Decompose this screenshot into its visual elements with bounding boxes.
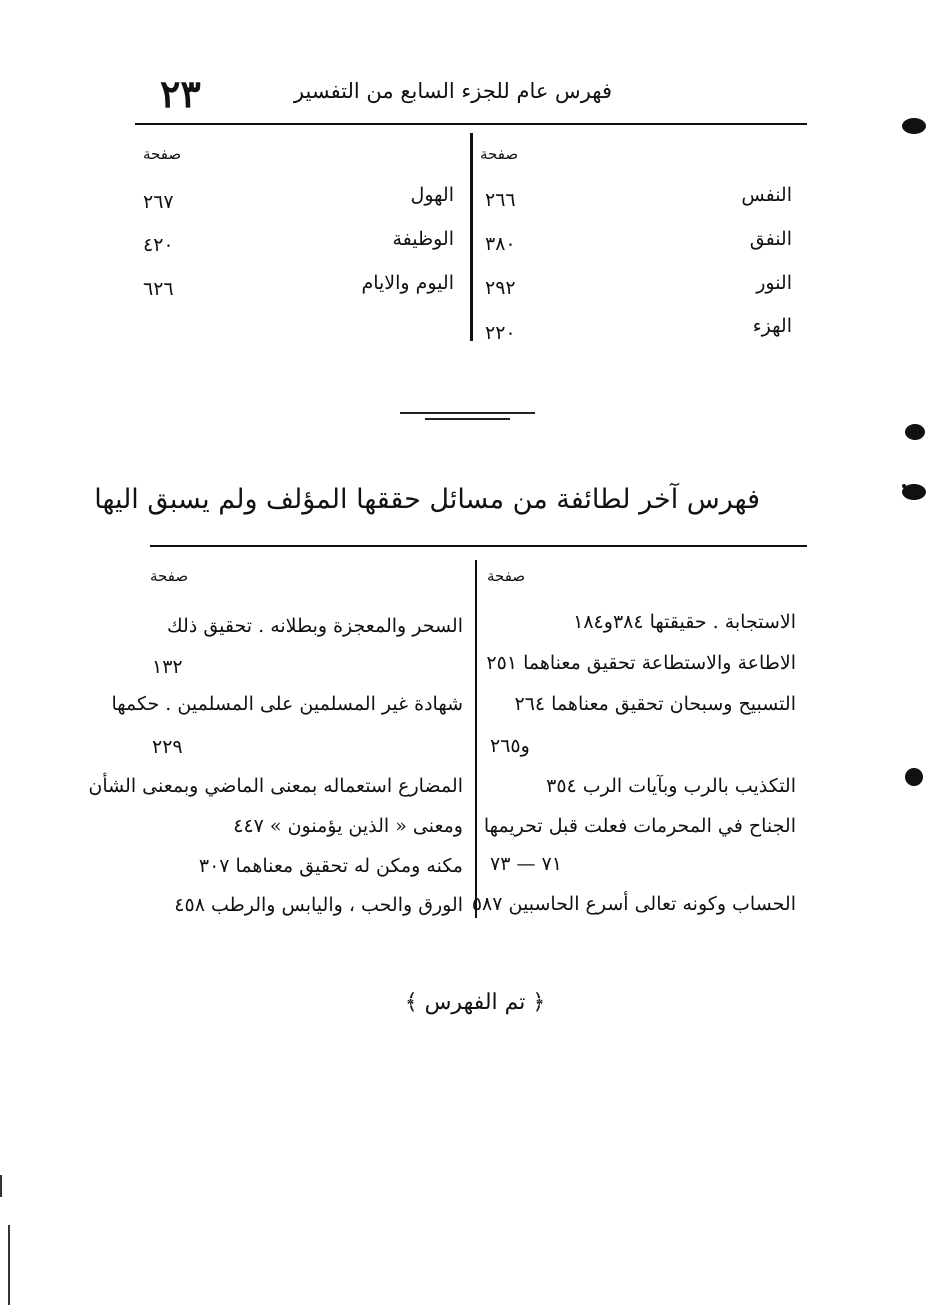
section2-entry: و٢٦٥ — [490, 735, 530, 757]
section2-entry: الاطاعة والاستطاعة تحقيق معناهما ٢٥١ — [486, 652, 796, 674]
section2-entry: مكنه ومكن له تحقيق معناهما ٣٠٧ — [198, 855, 463, 877]
section2-entry: الاستجابة . حقيقتها ٣٨٤و١٨٤ — [573, 611, 796, 633]
index1-term: النفس — [741, 184, 792, 206]
index1-term: الوظيفة — [392, 228, 454, 250]
section2-entry: ومعنى « الذين يؤمنون » ٤٤٧ — [233, 815, 463, 837]
index1-term: النور — [756, 272, 792, 294]
section2-entry: السحر والمعجزة وبطلانه . تحقيق ذلك — [167, 615, 463, 637]
section-title: فهرس آخر لطائفة من مسائل حققها المؤلف ولم يسبق اليها — [94, 484, 760, 515]
section2-divider — [475, 560, 477, 918]
page-number: ٢٣ — [160, 71, 201, 116]
header-title: فهرس عام للجزء السابع من التفسير — [293, 79, 612, 103]
end-mark: ﴿ تم الفهرس ﴾ — [404, 990, 546, 1015]
scan-edge-mark — [0, 1175, 2, 1197]
section2-entry: التسبيح وسبحان تحقيق معناهما ٢٦٤ — [514, 693, 796, 715]
index1-term: الهزء — [752, 315, 792, 337]
section2-entry: المضارع استعماله بمعنى الماضي وبمعنى الشأن — [88, 775, 463, 797]
section2-rule — [150, 545, 807, 547]
section2-entry: شهادة غير المسلمين على المسلمين . حكمها — [111, 693, 463, 715]
index1-term: اليوم والايام — [361, 272, 454, 294]
index1-left-col-label: صفحة — [143, 145, 182, 163]
separator-line — [400, 412, 535, 414]
separator-line — [425, 418, 510, 420]
index1-term: النفق — [749, 228, 792, 250]
index1-page: ٤٢٠ — [143, 234, 174, 256]
section2-entry: ٧١ — ٧٣ — [490, 853, 562, 875]
section2-entry: ١٣٢ — [152, 656, 183, 678]
section2-entry: الحساب وكونه تعالى أسرع الحاسبين ٥٨٧ — [471, 893, 796, 915]
scan-hole-mark — [902, 484, 926, 500]
header-rule — [135, 123, 807, 125]
scan-edge-mark — [8, 1225, 10, 1305]
section2-entry: الورق والحب ، واليابس والرطب ٤٥٨ — [174, 894, 463, 916]
index1-term: الهول — [410, 184, 454, 206]
scan-hole-mark — [902, 118, 926, 134]
index1-page: ٢٦٦ — [485, 189, 516, 211]
index1-divider — [470, 133, 473, 341]
index1-right-col-label: صفحة — [480, 145, 519, 163]
section2-entry: التكذيب بالرب وبآيات الرب ٣٥٤ — [546, 775, 796, 797]
section2-right-col-label: صفحة — [487, 567, 526, 585]
index1-page: ٢٩٢ — [485, 277, 516, 299]
index1-page: ٦٢٦ — [143, 278, 174, 300]
section2-left-col-label: صفحة — [150, 567, 189, 585]
index1-page: ٣٨٠ — [485, 233, 516, 255]
section2-entry: ٢٢٩ — [152, 736, 183, 758]
index1-page: ٢٦٧ — [143, 191, 174, 213]
scan-hole-mark — [905, 424, 925, 440]
scan-hole-mark — [905, 768, 923, 786]
section2-entry: الجناح في المحرمات فعلت قبل تحريمها — [483, 815, 796, 837]
index1-page: ٢٢٠ — [485, 322, 516, 344]
